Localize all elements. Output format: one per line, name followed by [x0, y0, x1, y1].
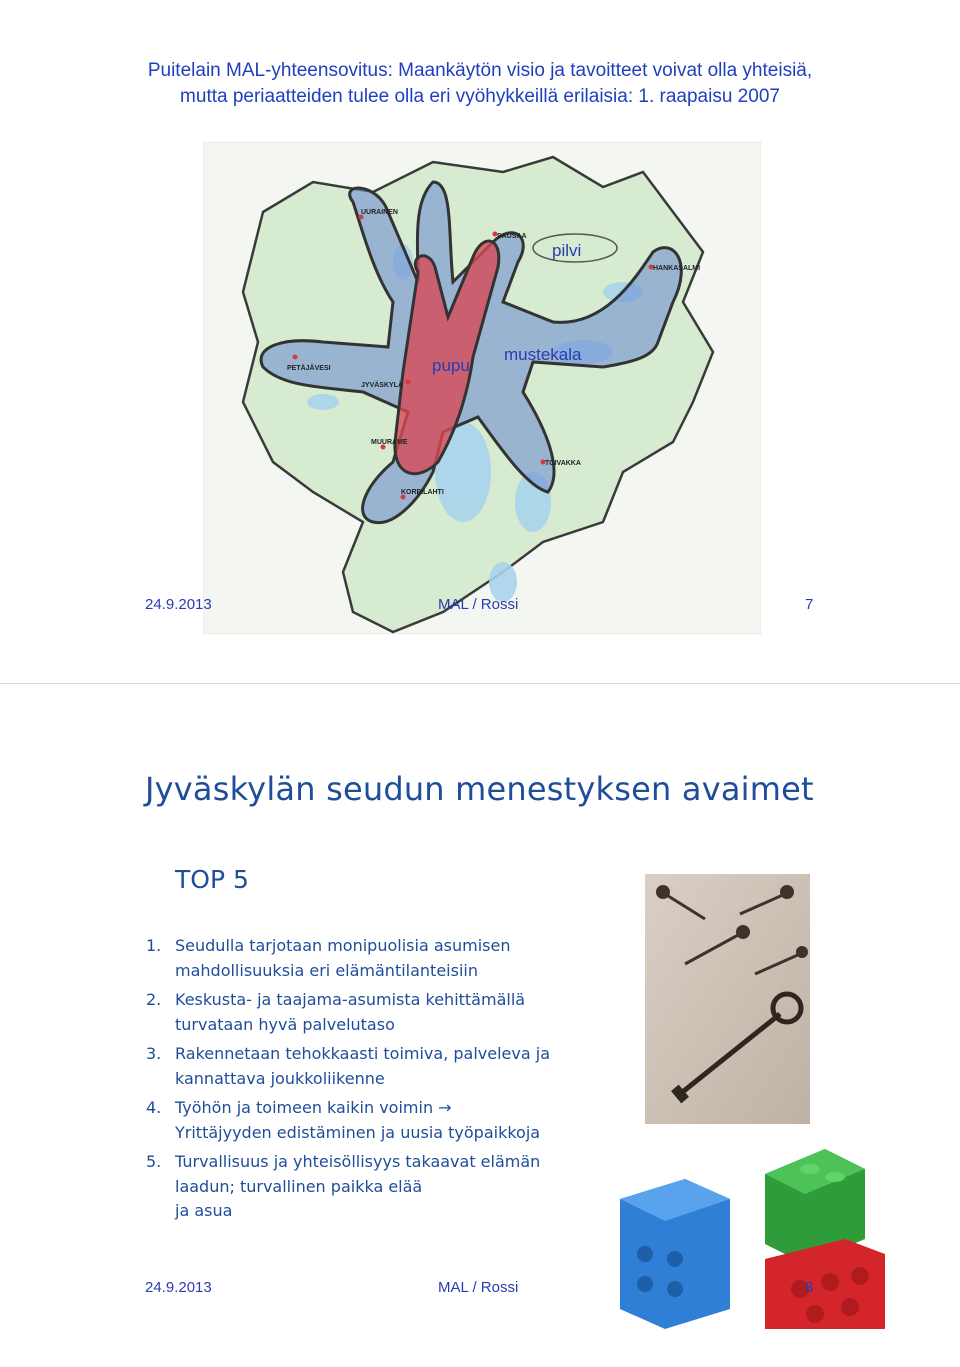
- place-uurainen: UURAINEN: [361, 209, 398, 216]
- slide-8: [0, 684, 960, 1367]
- lego-bricks-photo: [615, 1139, 885, 1329]
- place-sausaa: SAUSAA: [497, 233, 527, 240]
- place-muurame: MUURAME: [371, 439, 408, 446]
- list-item: 4. Työhön ja toimeen kaikin voimin → Yrittäjyyden edistäminen ja uusia työpaikkoja: [146, 1098, 541, 1142]
- blue-brick: [620, 1179, 730, 1329]
- label-pilvi: pilvi: [552, 241, 582, 260]
- subtitle-top5: TOP 5: [175, 865, 249, 894]
- place-korpilahti: KORPILAHTI: [401, 489, 444, 496]
- footer-page-number: 7: [805, 596, 814, 613]
- place-hankasalmi: HANKASALMI: [653, 265, 701, 272]
- footer-author: MAL / Rossi: [438, 596, 519, 613]
- zone-map: [203, 142, 761, 634]
- footer-author: MAL / Rossi: [438, 1279, 519, 1296]
- slide-title: Jyväskylän seudun menestyksen avaimet: [145, 770, 814, 808]
- list-item: 2. Keskusta- ja taajama-asumista kehittämällä turvataan hyvä palvelutaso: [146, 990, 526, 1034]
- title-line-1: Puitelain MAL-yhteensovitus: Maankäytön visio ja tavoitteet voivat olla yhteisiä,: [147, 60, 813, 81]
- place-petajavesi: PETÄJÄVESI: [287, 365, 331, 372]
- place-jyvaskyla: JYVÄSKYLÄ: [361, 382, 404, 389]
- keys-photo: [645, 874, 810, 1124]
- slide-7: [0, 0, 960, 683]
- place-toivakka: TOIVAKKA: [545, 460, 581, 467]
- footer-date: 24.9.2013: [145, 1279, 212, 1296]
- slide-title: [40, 58, 920, 110]
- label-mustekala: mustekala: [504, 345, 582, 364]
- footer-date: 24.9.2013: [145, 596, 212, 613]
- list-item: 5. Turvallisuus ja yhteisöllisyys takaavat elämän laadun; turvallinen paikka elää ja asua: [146, 1152, 541, 1220]
- label-pupu: pupu: [432, 356, 470, 375]
- keys-list: [146, 934, 616, 1229]
- list-item: 3. Rakennetaan tehokkaasti toimiva, palveleva ja kannattava joukkoliikenne: [146, 1044, 550, 1088]
- list-item: 1. Seudulla tarjotaan monipuolisia asumisen mahdollisuuksia eri elämäntilanteisiin: [146, 936, 511, 980]
- footer-page-number: 8: [805, 1279, 814, 1296]
- title-line-2: mutta periaatteiden tulee olla eri vyöhykkeillä erilaisia: 1. raapaisu 2007: [180, 86, 780, 107]
